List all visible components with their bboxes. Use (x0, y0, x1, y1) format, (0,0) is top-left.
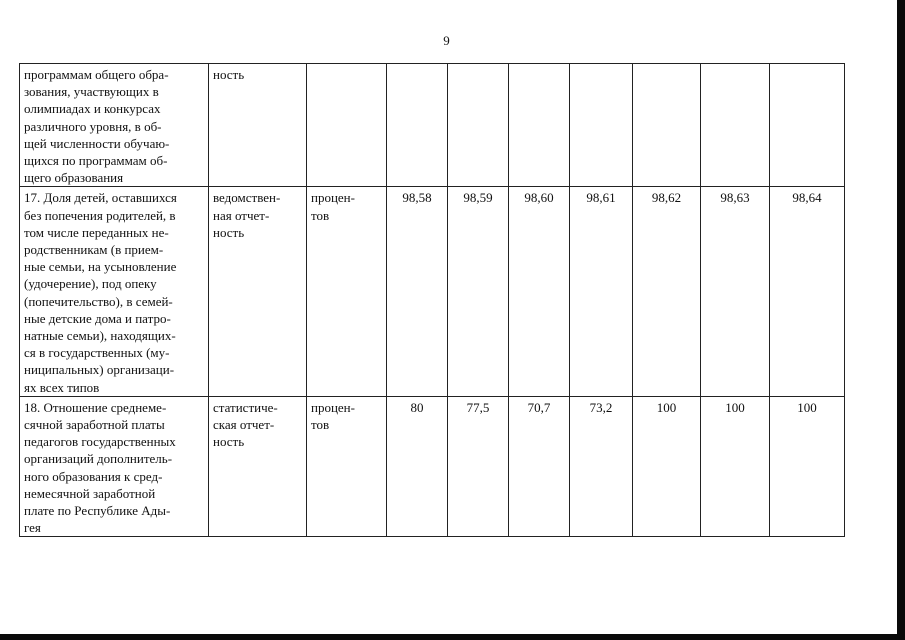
data-source-cell: ность (209, 64, 307, 187)
value-cell (570, 64, 633, 187)
value-cell: 98,64 (770, 187, 845, 396)
value-cell (448, 64, 509, 187)
table-row (20, 187, 845, 396)
value-cell: 70,7 (509, 396, 570, 537)
value-cell: 98,59 (448, 187, 509, 396)
value-cell (387, 64, 448, 187)
value-cell (701, 64, 770, 187)
value-cell: 98,63 (701, 187, 770, 396)
scan-edge-bottom (0, 634, 905, 640)
value-cell: 80 (387, 396, 448, 537)
value-cell: 100 (633, 396, 701, 537)
indicator-name-cell: программам общего обра- зования, участвующих в олимпиадах и конкурсах различного уровня, в об- щей численности обучаю- щихся по программам об- щего образования (20, 64, 209, 187)
value-cell: 100 (701, 396, 770, 537)
indicator-name-cell: 18. Отношение среднеме- сячной заработной платы педагогов государственных организаций дополнитель- ного образования к сред- немесячной заработной плате по Республике Ады- гея (20, 396, 209, 537)
value-cell (770, 64, 845, 187)
value-cell: 77,5 (448, 396, 509, 537)
value-cell (633, 64, 701, 187)
value-cell: 73,2 (570, 396, 633, 537)
value-cell: 100 (770, 396, 845, 537)
unit-cell (307, 64, 387, 187)
page-number: 9 (443, 33, 450, 48)
table-row (20, 64, 845, 187)
value-cell: 98,60 (509, 187, 570, 396)
data-source-cell: ведомствен- ная отчет- ность (209, 187, 307, 396)
value-cell (509, 64, 570, 187)
indicators-table (19, 63, 845, 537)
table-row (20, 396, 845, 537)
value-cell: 98,61 (570, 187, 633, 396)
data-source-cell: статистиче- ская отчет- ность (209, 396, 307, 537)
scan-edge-right (897, 0, 905, 640)
value-cell: 98,58 (387, 187, 448, 396)
unit-cell: процен- тов (307, 396, 387, 537)
indicator-name-cell: 17. Доля детей, оставшихся без попечения родителей, в том числе переданных не- родственникам (в прием- ные семьи, на усыновление (удочерение), под опеку (попечительство), в семей- ные детские дома и патро- натные семьи), находящих- ся в государственных (му- ниципальных) организаци- ях всех типов (20, 187, 209, 396)
unit-cell: процен- тов (307, 187, 387, 396)
value-cell: 98,62 (633, 187, 701, 396)
